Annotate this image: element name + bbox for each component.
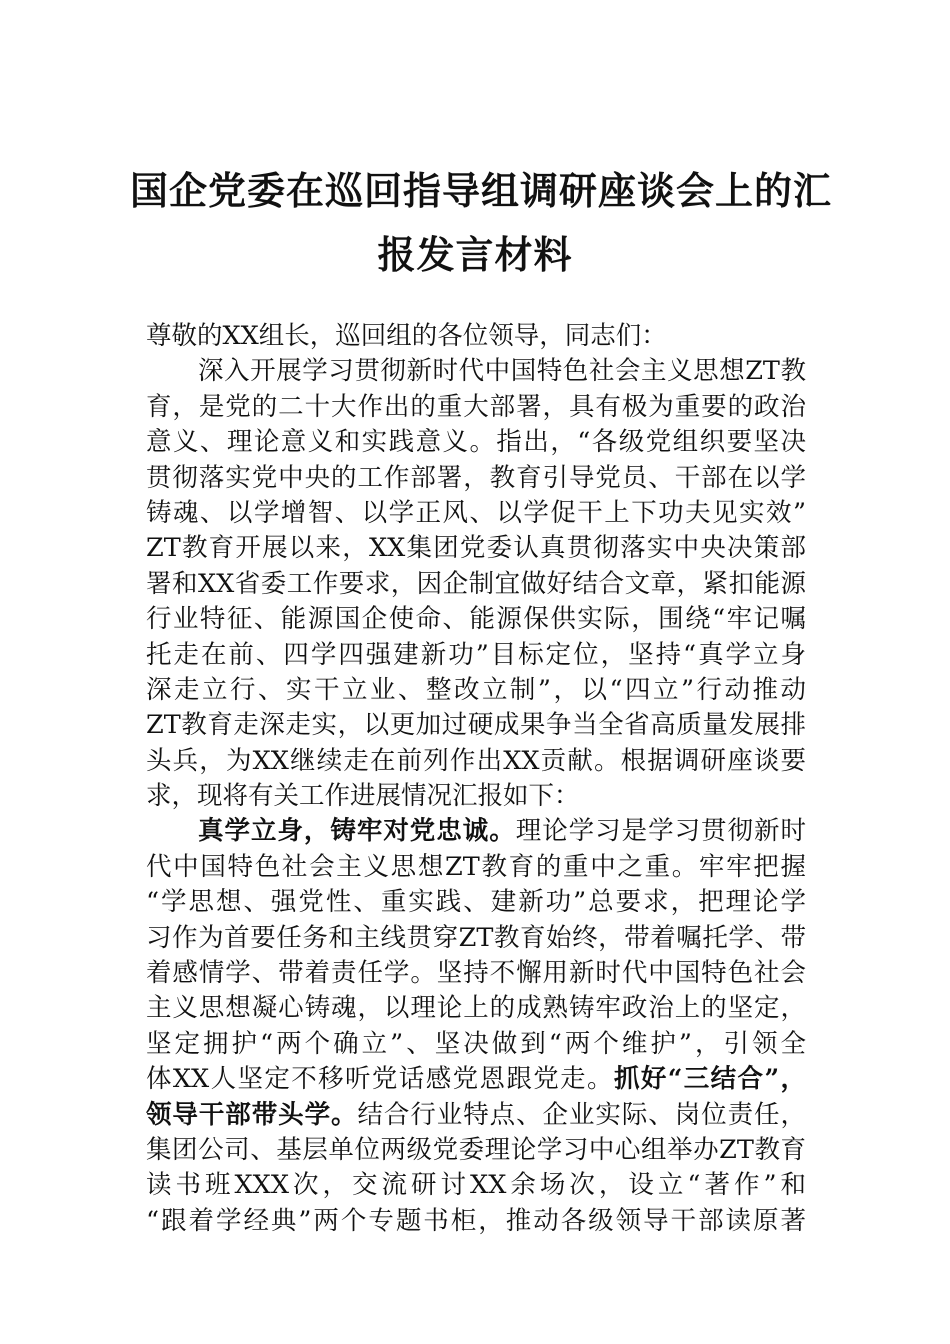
paragraph-1-line: 意义、理论意义和实践意义。指出，“各级党组织要坚决 bbox=[146, 427, 806, 458]
paragraph-1-line: 育，是党的二十大作出的重大部署，具有极为重要的政治 bbox=[146, 391, 806, 422]
paragraph-1-line: 头兵，为XX继续走在前列作出XX贡献。根据调研座谈要 bbox=[146, 745, 806, 776]
paragraph-2-line: 读书班XXX次，交流研讨XX余场次，设立“著作”和 bbox=[146, 1170, 806, 1201]
paragraph-1-line: ZT教育开展以来，XX集团党委认真贯彻落实中央决策部 bbox=[146, 533, 806, 564]
paragraph-1-line: 求，现将有关工作进展情况汇报如下： bbox=[146, 781, 580, 812]
subsection-heading: 领导干部带头学。 bbox=[146, 1099, 358, 1130]
paragraph-1-line: ZT教育走深走实，以更加过硬成果争当全省高质量发展排 bbox=[146, 710, 806, 741]
document-body bbox=[146, 319, 806, 1239]
paragraph-2-line: 代中国特色社会主义思想ZT教育的重中之重。牢牢把握 bbox=[146, 851, 806, 882]
salutation: 尊敬的XX组长，巡回组的各位领导，同志们： bbox=[146, 321, 667, 351]
paragraph-2-first-line bbox=[146, 814, 806, 849]
paragraph-2-line: 习作为首要任务和主线贯穿ZT教育始终，带着嘱托学、带 bbox=[146, 922, 806, 953]
paragraph-1-line: 贯彻落实党中央的工作部署，教育引导党员、干部在以学 bbox=[146, 462, 806, 493]
paragraph-2-line: “跟着学经典”两个专题书柜，推动各级领导干部读原著 bbox=[146, 1205, 806, 1236]
paragraph-1-line: 署和XX省委工作要求，因企制宜做好结合文章，紧扣能源 bbox=[146, 568, 806, 599]
paragraph-2-text: 体XX人坚定不移听党话感党恩跟党走。 bbox=[146, 1064, 614, 1095]
paragraph-2-line: 着感情学、带着责任学。坚持不懈用新时代中国特色社会 bbox=[146, 958, 806, 989]
paragraph-1-line: 深走立行、实干立业、整改立制”，以“四立”行动推动 bbox=[146, 674, 806, 705]
paragraph-2-text: 理论学习是学习贯彻新时 bbox=[515, 816, 806, 847]
subsection-heading: 抓好“三结合”， bbox=[613, 1064, 806, 1095]
paragraph-1-line: 托走在前、四学四强建新功”目标定位，坚持“真学立身 bbox=[146, 639, 806, 670]
paragraph-2-line: “学思想、强党性、重实践、建新功”总要求，把理论学 bbox=[146, 887, 806, 918]
paragraph-1-line: 行业特征、能源国企使命、能源保供实际，围绕“牢记嘱 bbox=[146, 604, 806, 635]
section-heading: 真学立身，铸牢对党忠诚。 bbox=[198, 816, 516, 847]
paragraph-2-line: 集团公司、基层单位两级党委理论学习中心组举办ZT教育 bbox=[146, 1134, 806, 1165]
paragraph-2-mixed-line bbox=[146, 1098, 806, 1133]
paragraph-1-line: 铸魂、以学增智、以学正风、以学促干上下功夫见实效” bbox=[146, 497, 806, 528]
paragraph-2-line: 主义思想凝心铸魂，以理论上的成熟铸牢政治上的坚定， bbox=[146, 993, 806, 1024]
paragraph-2-text: 结合行业特点、企业实际、岗位责任， bbox=[357, 1099, 806, 1130]
paragraph-1-line: 深入开展学习贯彻新时代中国特色社会主义思想ZT教 bbox=[198, 356, 806, 387]
paragraph-2-mixed-line bbox=[146, 1062, 806, 1097]
document-title-line-2: 报发言材料 bbox=[377, 232, 573, 277]
document-title-line-1: 国企党委在巡回指导组调研座谈会上的汇 bbox=[130, 168, 833, 213]
paragraph-2-line: 坚定拥护“两个确立”、坚决做到“两个维护”，引领全 bbox=[146, 1028, 806, 1059]
